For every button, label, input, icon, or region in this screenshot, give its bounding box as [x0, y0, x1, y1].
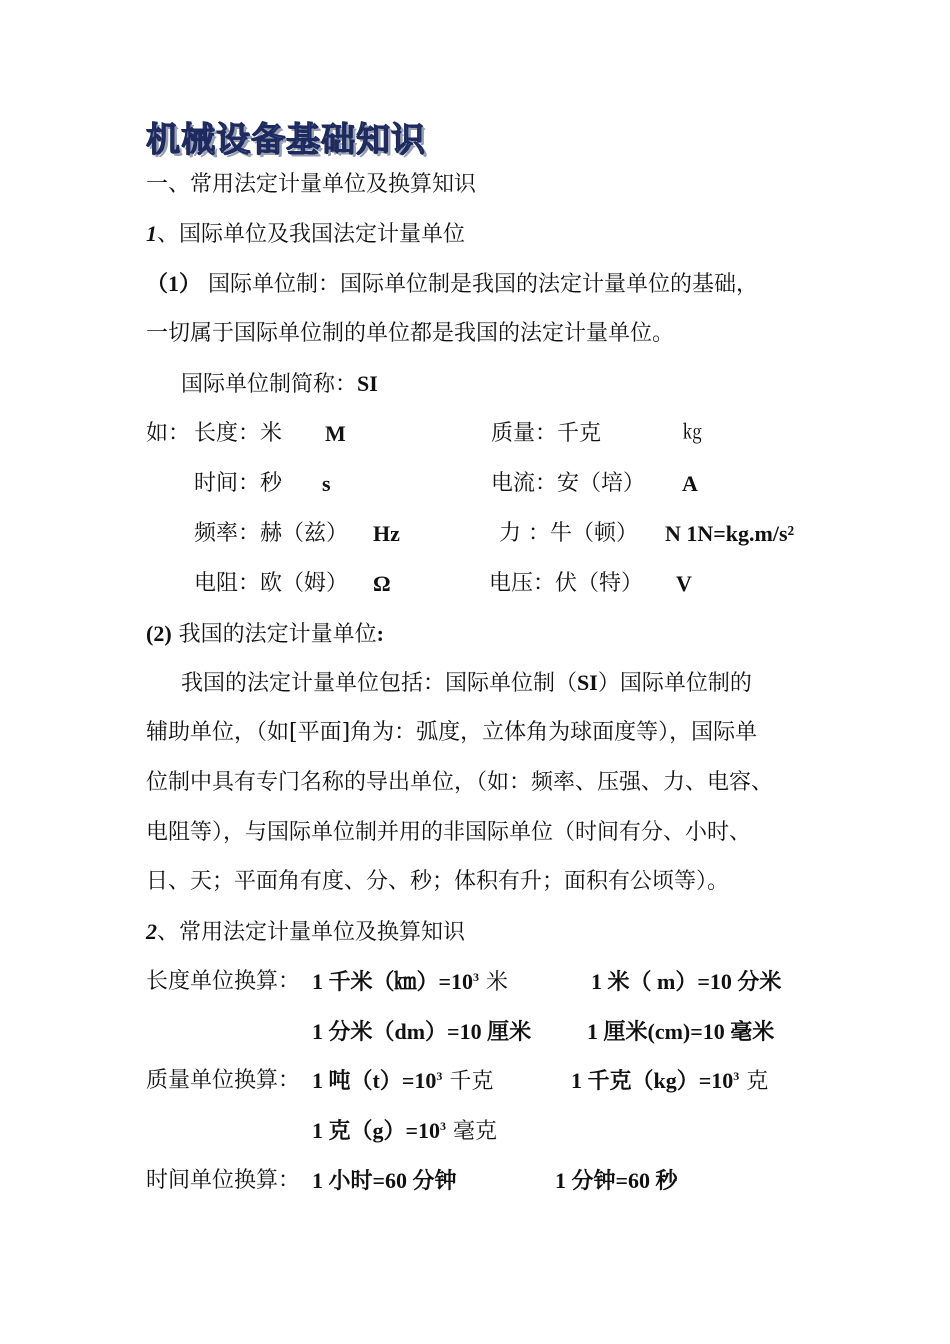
length-conversion-dm: 1 分米（dm）=10 厘米 — [312, 1019, 532, 1044]
unit-length-label: 长度：米 — [194, 421, 283, 446]
section-heading-1: 一、常用法定计量单位及换算知识 — [146, 172, 477, 197]
unit-mass-symbol: ㎏ — [683, 421, 703, 443]
time-conversion-hour: 1 小时=60 分钟 — [312, 1168, 457, 1193]
unit-length-symbol: M — [325, 421, 346, 446]
conversion-text: 1 千米（㎞）=10 — [312, 969, 474, 994]
unit-volt-label: 电压：伏（特） — [489, 571, 644, 596]
unit-force-label: 力 ：牛（顿） — [499, 521, 638, 546]
unit-current-symbol: A — [682, 471, 698, 496]
mass-conversion-g — [312, 1116, 497, 1147]
length-conversion-m: 1 米（ m）=10 分米 — [591, 969, 782, 994]
conversion-text: 1 克（g）=10 — [312, 1118, 441, 1143]
conversion-text: 1 千克（kg）=10 — [571, 1068, 734, 1093]
time-conversion-label: 时间单位换算： — [146, 1168, 301, 1193]
unit-force-symbol: N 1N=kg.m/s² — [665, 521, 795, 546]
conversion-unit: 米 — [479, 970, 509, 995]
document-title: 机械设备基础知识 — [146, 120, 426, 160]
unit-current-label: 电流：安（培） — [491, 471, 646, 496]
mass-conversion-t — [312, 1066, 493, 1097]
subsection-number: 2 — [146, 919, 157, 944]
heading-colon: : — [376, 621, 384, 646]
paragraph-line: 一切属于国际单位制的单位都是我国的法定计量单位。 — [146, 321, 675, 346]
paragraph-heading-2 — [146, 619, 384, 650]
unit-time-label: 时间：秒 — [194, 471, 283, 496]
subsection-heading-2 — [146, 917, 465, 948]
mass-conversion-label: 质量单位换算： — [146, 1068, 301, 1093]
mass-conversion-kg — [571, 1066, 768, 1097]
paragraph-line: 日、天；平面角有度、分、秒；体积有升；面积有公顷等）。 — [146, 869, 730, 894]
paragraph-line — [181, 668, 752, 699]
time-conversion-minute: 1 分钟=60 秒 — [555, 1168, 678, 1193]
item-number: （1） — [146, 271, 202, 296]
subsection-text: 、国际单位及我国法定计量单位 — [157, 222, 466, 247]
paragraph-line — [146, 269, 758, 300]
units-prefix: 如： — [146, 421, 191, 446]
exponent: 3 — [436, 1069, 443, 1083]
exponent: 3 — [733, 1069, 740, 1083]
paragraph-line: 辅助单位，（如[平面]角为：弧度，立体角为球面度等），国际单 — [146, 720, 758, 745]
conversion-unit: 毫克 — [446, 1119, 498, 1144]
paragraph-text: ）国际单位制的 — [597, 671, 752, 696]
subsection-heading-1 — [146, 219, 465, 250]
paragraph-text: 我国的法定计量单位包括：国际单位制（ — [181, 671, 578, 696]
unit-freq-label: 频率：赫（兹） — [194, 521, 349, 546]
si-label: 国际单位制简称： — [181, 372, 358, 397]
si-value: SI — [357, 371, 378, 396]
conversion-unit: 千克 — [442, 1069, 494, 1094]
unit-mass-label: 质量：千克 — [491, 421, 602, 446]
si-abbrev: SI — [577, 670, 598, 695]
conversion-text: 1 吨（t）=10 — [312, 1068, 437, 1093]
paragraph-line: 位制中具有专门名称的导出单位，（如：频率、压强、力、电容、 — [146, 770, 774, 795]
subsection-text: 、常用法定计量单位及换算知识 — [157, 920, 466, 945]
conversion-unit: 克 — [739, 1069, 769, 1094]
unit-freq-symbol: Hz — [373, 521, 400, 546]
unit-volt-symbol: V — [676, 571, 692, 596]
length-conversion-km — [312, 967, 508, 998]
heading-text: 我国的法定计量单位 — [171, 622, 377, 647]
exponent: 3 — [473, 970, 480, 984]
unit-time-symbol: s — [322, 471, 331, 496]
length-conversion-label: 长度单位换算： — [146, 969, 301, 994]
paragraph-text: 国际单位制：国际单位制是我国的法定计量单位的基础， — [201, 272, 759, 297]
unit-resist-label: 电阻：欧（姆） — [194, 571, 349, 596]
unit-resist-symbol: Ω — [373, 571, 391, 596]
exponent: 3 — [440, 1119, 447, 1133]
length-conversion-cm: 1 厘米(cm)=10 毫米 — [587, 1019, 775, 1044]
paragraph-line: 电阻等），与国际单位制并用的非国际单位（时间有分、小时、 — [146, 820, 752, 845]
item-number: (2) — [146, 621, 172, 646]
subsection-number: 1 — [146, 221, 157, 246]
si-line — [181, 369, 378, 400]
